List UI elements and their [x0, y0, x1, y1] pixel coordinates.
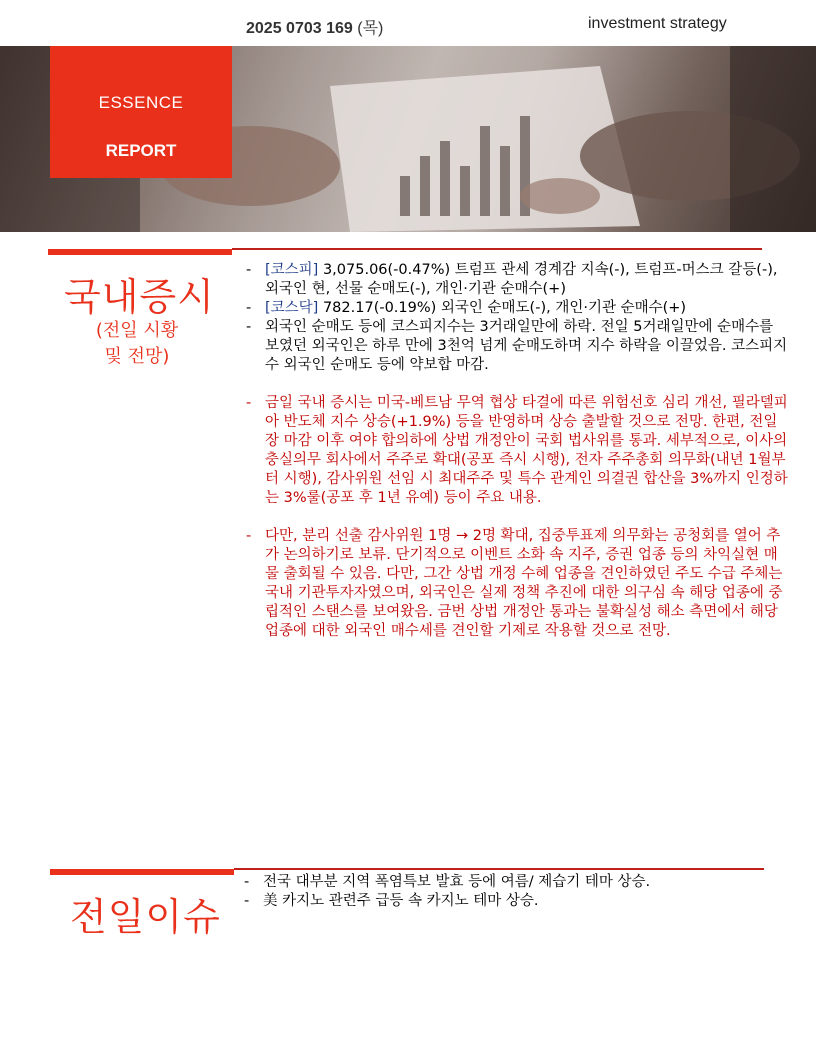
domestic-subtitle-line1: (전일 시황 — [95, 320, 179, 341]
badge-line1: ESSENCE — [98, 93, 184, 112]
issues-rule-thin — [234, 868, 764, 870]
domestic-title: 국내증시 — [64, 275, 215, 319]
list-item: - [코스닥] 782.17(-0.19%) 외국인 순매도(-), 개인·기관 순매수(+) — [246, 300, 687, 316]
issues-content — [244, 873, 784, 911]
market-summary-text: 외국인 순매도 등에 코스피지수는 3거래일만에 하락. 전일 5거래일만에 순매수를 보였던 외국인은 하루 만에 3천억 넘게 순매도하며 지수 하락을 이끌었음. 코스피지수 외국인 순매도 등에 약보합 마감. — [265, 319, 788, 373]
issues-title: 전일이슈 — [70, 895, 221, 939]
list-item: - 다만, 분리 선출 감사위원 1명 → 2명 확대, 집중투표제 의무화는 공청회를 열어 추가 논의하기로 보류. 단기적으로 이벤트 소화 속 지주, 증권 업종 등의 차익실현 매물 출회될 수 있음. 다만, 그간 상법 개정 수혜 업종을 견인하였던 주도 수급 주체는 국내 기관투자자였으며, 외국인은 실제 정책 추진에 대한 의구심 속 해당 업종에 중립적인 스탠스를 보여왔음. 금번 상법 개정안 통과는 불확실성 해소 측면에서 해당 업종에 대한 외국인 매수세를 견인할 기제로 작용할 것으로 전망. — [246, 528, 783, 639]
section-rule-thin — [232, 248, 762, 250]
kosdaq-text: 782.17(-0.19%) 외국인 순매도(-), 개인·기관 순매수(+) — [318, 300, 687, 316]
kospi-tag: [코스피] — [265, 262, 319, 278]
list-item: - 금일 국내 증시는 미국-베트남 무역 협상 타결에 따른 위험선호 심리 개선, 필라델피아 반도체 지수 상승(+1.9%) 등을 반영하며 상승 출발할 것으로 전망. 한편, 전일 장 마감 이후 여야 합의하에 상법 개정안이 국회 법사위를 통과. 세부적으로, 이사의 충실의무 회사에서 주주로 확대(공포 즉시 시행), 전자 주주총회 의무화(내년 1월부터 시행), 감사위원 선임 시 최대주주 및 특수 관계인 의결권 합산을 3%까지 인정하는 3%룰(공포 후 1년 유예) 등이 주요 내용. — [246, 395, 788, 506]
domestic-subtitle-line2: 및 전망) — [104, 346, 170, 367]
list-item: - 美 카지노 관련주 급등 속 카지노 테마 상승. — [244, 893, 539, 909]
kospi-text: 3,075.06(-0.47%) 트럼프 관세 경계감 지속(-), 트럼프-머스크 갈등(-), 외국인 현, 선물 순매도(-), 개인·기관 순매수(+) — [265, 262, 778, 297]
list-item: - 전국 대부분 지역 폭염특보 발효 등에 여름/ 제습기 테마 상승. — [244, 874, 651, 890]
essence-report-badge — [50, 46, 232, 178]
domestic-subtitle — [62, 318, 212, 370]
issue-text-2: 美 카지노 관련주 급등 속 카지노 테마 상승. — [263, 893, 539, 909]
issue-text-1: 전국 대부분 지역 폭염특보 발효 등에 여름/ 제습기 테마 상승. — [263, 874, 651, 890]
issues-rule-thick — [50, 869, 234, 875]
report-date: 2025 0703 169 (목) — [246, 20, 384, 37]
list-item: - 외국인 순매도 등에 코스피지수는 3거래일만에 하락. 전일 5거래일만에 순매수를 보였던 외국인은 하루 만에 3천억 넘게 순매도하며 지수 하락을 이끌었음. 코스피지수 외국인 순매도 등에 약보합 마감. — [246, 319, 788, 373]
kosdaq-tag: [코스닥] — [265, 300, 319, 316]
badge-line2: REPORT — [105, 141, 177, 160]
report-category: investment strategy — [588, 15, 727, 32]
report-weekday: (목) — [357, 20, 384, 37]
domestic-content — [246, 261, 791, 641]
section-rule-thick — [48, 249, 232, 255]
top-bar — [0, 0, 816, 46]
header-photo — [0, 46, 816, 232]
list-item: - [코스피] 3,075.06(-0.47%) 트럼프 관세 경계감 지속(-), 트럼프-머스크 갈등(-), 외국인 현, 선물 순매도(-), 개인·기관 순매수(+) — [246, 262, 778, 297]
outlook-text-1: 금일 국내 증시는 미국-베트남 무역 협상 타결에 따른 위험선호 심리 개선, 필라델피아 반도체 지수 상승(+1.9%) 등을 반영하며 상승 출발할 것으로 전망. 한편, 전일 장 마감 이후 여야 합의하에 상법 개정안이 국회 법사위를 통과. 세부적으로, 이사의 충실의무 회사에서 주주로 확대(공포 즉시 시행), 전자 주주총회 의무화(내년 1월부터 시행), 감사위원 선임 시 최대주주 및 특수 관계인 의결권 합산을 3%까지 인정하는 3%룰(공포 후 1년 유예) 등이 주요 내용. — [265, 395, 788, 506]
outlook-text-2: 다만, 분리 선출 감사위원 1명 → 2명 확대, 집중투표제 의무화는 공청회를 열어 추가 논의하기로 보류. 단기적으로 이벤트 소화 속 지주, 증권 업종 등의 차익실현 매물 출회될 수 있음. 다만, 그간 상법 개정 수혜 업종을 견인하였던 주도 수급 주체는 국내 기관투자자였으며, 외국인은 실제 정책 추진에 대한 의구심 속 해당 업종에 중립적인 스탠스를 보여왔음. 금번 상법 개정안 통과는 불확실성 해소 측면에서 해당 업종에 대한 외국인 매수세를 견인할 기제로 작용할 것으로 전망. — [265, 528, 783, 639]
